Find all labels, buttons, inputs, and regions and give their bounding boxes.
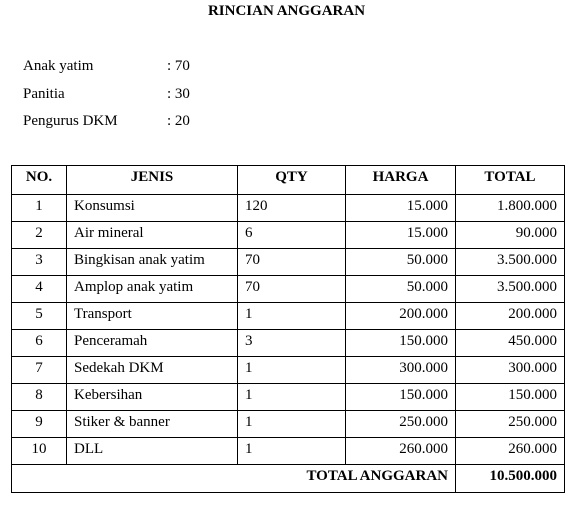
info-row-anak-yatim [23, 57, 190, 85]
cell-harga: 200.000 [346, 303, 456, 330]
budget-table [11, 165, 565, 493]
cell-total: 200.000 [456, 303, 565, 330]
cell-jenis: Transport [67, 303, 238, 330]
cell-no: 3 [12, 249, 67, 276]
cell-qty: 120 [238, 195, 346, 222]
cell-qty: 1 [238, 357, 346, 384]
cell-total: 90.000 [456, 222, 565, 249]
table-row [12, 249, 565, 276]
cell-harga: 15.000 [346, 222, 456, 249]
table-row [12, 384, 565, 411]
header-qty: QTY [238, 166, 346, 195]
cell-harga: 15.000 [346, 195, 456, 222]
cell-total: 300.000 [456, 357, 565, 384]
cell-qty: 1 [238, 411, 346, 438]
cell-no: 6 [12, 330, 67, 357]
table-row [12, 276, 565, 303]
cell-jenis: Penceramah [67, 330, 238, 357]
cell-qty: 6 [238, 222, 346, 249]
info-label: Pengurus DKM [23, 113, 118, 129]
total-row [12, 465, 565, 493]
table-row [12, 303, 565, 330]
cell-jenis: Konsumsi [67, 195, 238, 222]
cell-qty: 3 [238, 330, 346, 357]
cell-no: 4 [12, 276, 67, 303]
table-row [12, 222, 565, 249]
cell-total: 450.000 [456, 330, 565, 357]
cell-qty: 70 [238, 276, 346, 303]
cell-total: 3.500.000 [456, 276, 565, 303]
info-value: : 20 [167, 113, 190, 129]
info-value: : 30 [167, 85, 190, 102]
cell-jenis: Air mineral [67, 222, 238, 249]
total-label: TOTAL ANGGARAN [12, 465, 456, 493]
header-no: NO. [12, 166, 67, 195]
cell-harga: 150.000 [346, 384, 456, 411]
header-total: TOTAL [456, 166, 565, 195]
cell-jenis: DLL [67, 438, 238, 465]
cell-harga: 300.000 [346, 357, 456, 384]
table-row [12, 357, 565, 384]
info-label: Panitia [23, 85, 65, 102]
info-label: Anak yatim [23, 58, 94, 74]
cell-no: 8 [12, 384, 67, 411]
info-row-panitia [23, 85, 190, 113]
header-jenis: JENIS [67, 166, 238, 195]
table-row [12, 411, 565, 438]
cell-jenis: Amplop anak yatim [67, 276, 238, 303]
table-row [12, 195, 565, 222]
cell-no: 1 [12, 195, 67, 222]
cell-harga: 260.000 [346, 438, 456, 465]
cell-no: 5 [12, 303, 67, 330]
cell-harga: 250.000 [346, 411, 456, 438]
cell-total: 3.500.000 [456, 249, 565, 276]
cell-total: 260.000 [456, 438, 565, 465]
cell-jenis: Kebersihan [67, 384, 238, 411]
document-title: RINCIAN ANGGARAN [207, 3, 366, 19]
cell-no: 10 [12, 438, 67, 465]
cell-qty: 70 [238, 249, 346, 276]
cell-harga: 50.000 [346, 276, 456, 303]
cell-total: 150.000 [456, 384, 565, 411]
cell-jenis: Bingkisan anak yatim [67, 249, 238, 276]
total-value: 10.500.000 [456, 465, 565, 493]
cell-jenis: Sedekah DKM [67, 357, 238, 384]
cell-qty: 1 [238, 438, 346, 465]
cell-total: 1.800.000 [456, 195, 565, 222]
cell-harga: 150.000 [346, 330, 456, 357]
participant-info [23, 57, 190, 140]
info-row-pengurus-dkm [23, 112, 190, 140]
cell-no: 7 [12, 357, 67, 384]
table-row [12, 438, 565, 465]
header-harga: HARGA [346, 166, 456, 195]
cell-qty: 1 [238, 384, 346, 411]
table-row [12, 330, 565, 357]
cell-qty: 1 [238, 303, 346, 330]
cell-no: 9 [12, 411, 67, 438]
cell-harga: 50.000 [346, 249, 456, 276]
cell-total: 250.000 [456, 411, 565, 438]
table-header-row [12, 166, 565, 195]
cell-jenis: Stiker & banner [67, 411, 238, 438]
info-value: : 70 [167, 58, 190, 74]
cell-no: 2 [12, 222, 67, 249]
